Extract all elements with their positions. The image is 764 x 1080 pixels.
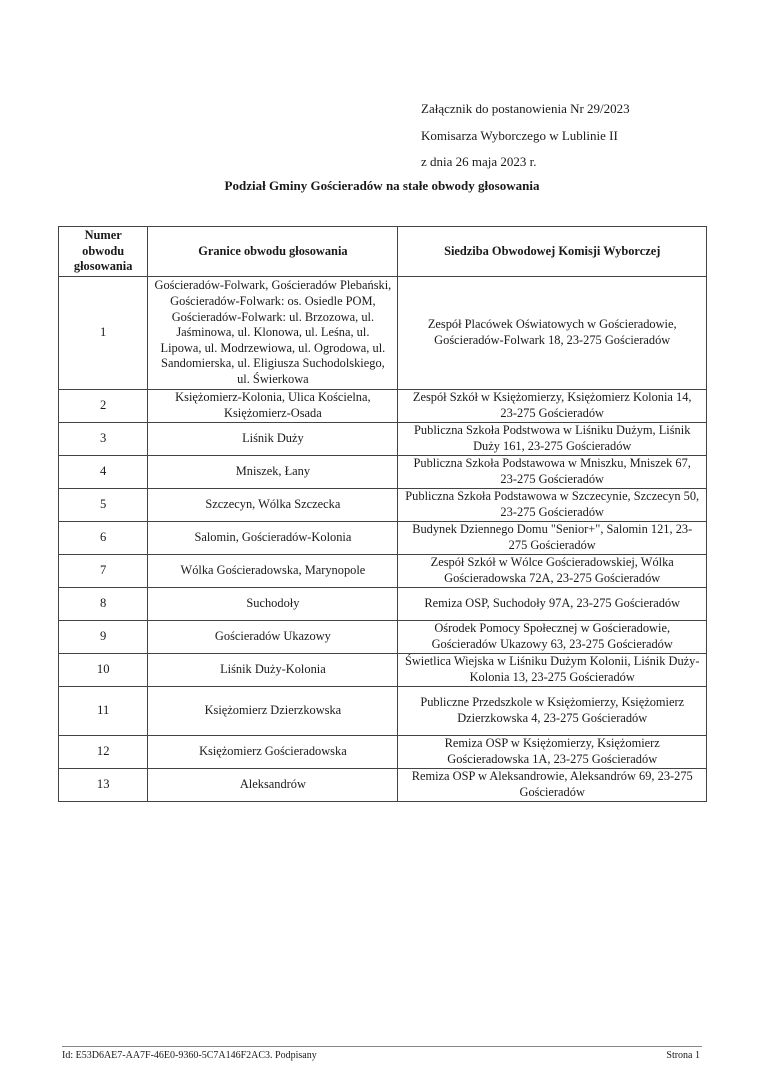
table-header-row <box>59 227 707 277</box>
district-number: 12 <box>59 736 148 769</box>
table-row <box>59 588 707 621</box>
table-row <box>59 489 707 522</box>
header-district-bounds: Granice obwodu głosowania <box>148 227 398 277</box>
header-district-number: Numer obwodu głosowania <box>59 227 148 277</box>
commission-seat: Świetlica Wiejska w Liśniku Dużym Kolonii, Liśnik Duży-Kolonia 13, 23-275 Gościeradów <box>398 654 707 687</box>
footer-divider <box>62 1046 702 1047</box>
annex-header <box>421 96 630 176</box>
district-bounds: Gościeradów Ukazowy <box>148 621 398 654</box>
footer-document-id: Id: E53D6AE7-AA7F-46E0-9360-5C7A146F2AC3. Podpisany <box>62 1050 317 1061</box>
district-number: 4 <box>59 456 148 489</box>
table-row <box>59 555 707 588</box>
district-number: 2 <box>59 390 148 423</box>
commission-seat: Remiza OSP w Aleksandrowie, Aleksandrów 69, 23-275 Gościeradów <box>398 769 707 802</box>
district-bounds: Księżomierz Dzierzkowska <box>148 687 398 736</box>
table-row <box>59 522 707 555</box>
commission-seat: Budynek Dziennego Domu "Senior+", Salomin 121, 23-275 Gościeradów <box>398 522 707 555</box>
district-number: 6 <box>59 522 148 555</box>
document-title: Podział Gminy Gościeradów na stałe obwody głosowania <box>224 178 540 193</box>
table-row <box>59 423 707 456</box>
table-row <box>59 621 707 654</box>
district-bounds: Liśnik Duży-Kolonia <box>148 654 398 687</box>
commission-seat: Zespół Szkół w Wólce Gościeradowskiej, Wólka Gościeradowska 72A, 23-275 Gościeradów <box>398 555 707 588</box>
district-number: 13 <box>59 769 148 802</box>
table-row <box>59 390 707 423</box>
district-bounds: Mniszek, Łany <box>148 456 398 489</box>
commission-seat: Ośrodek Pomocy Społecznej w Gościeradowie, Gościeradów Ukazowy 63, 23-275 Gościeradów <box>398 621 707 654</box>
district-bounds: Szczecyn, Wólka Szczecka <box>148 489 398 522</box>
district-bounds: Księżomierz-Kolonia, Ulica Kościelna, Księżomierz-Osada <box>148 390 398 423</box>
district-number: 3 <box>59 423 148 456</box>
annex-line-date: z dnia 26 maja 2023 r. <box>421 154 537 169</box>
table-row <box>59 687 707 736</box>
annex-line-resolution: Załącznik do postanowienia Nr 29/2023 <box>421 101 630 116</box>
district-bounds: Księżomierz Gościeradowska <box>148 736 398 769</box>
district-bounds: Gościeradów-Folwark, Gościeradów Plebański, Gościeradów-Folwark: os. Osiedle POM, Gościeradów-Folwark: ul. Brzozowa, ul. Jaśminowa, ul. Klonowa, ul. Leśna, ul. Lipowa, ul. Modrzewiowa, ul. Ogrodowa, ul. Sandomierska, ul. Eligiusza Suchodolskiego, ul. Świerkowa <box>148 277 398 390</box>
table-row <box>59 736 707 769</box>
district-number: 8 <box>59 588 148 621</box>
district-bounds: Suchodoły <box>148 588 398 621</box>
district-number: 10 <box>59 654 148 687</box>
commission-seat: Publiczne Przedszkole w Księżomierzy, Księżomierz Dzierzkowska 4, 23-275 Gościeradów <box>398 687 707 736</box>
footer-page-number: Strona 1 <box>666 1050 700 1061</box>
annex-line-commissioner: Komisarza Wyborczego w Lublinie II <box>421 127 618 143</box>
commission-seat: Remiza OSP w Księżomierzy, Księżomierz Gościeradowska 1A, 23-275 Gościeradów <box>398 736 707 769</box>
district-number: 1 <box>59 277 148 390</box>
table-row <box>59 456 707 489</box>
commission-seat: Zespół Placówek Oświatowych w Gościeradowie, Gościeradów-Folwark 18, 23-275 Gościeradów <box>398 277 707 390</box>
district-bounds: Wólka Gościeradowska, Marynopole <box>148 555 398 588</box>
commission-seat: Publiczna Szkoła Podstawowa w Szczecynie, Szczecyn 50, 23-275 Gościeradów <box>398 489 707 522</box>
district-number: 11 <box>59 687 148 736</box>
commission-seat: Publiczna Szkoła Podstawowa w Mniszku, Mniszek 67, 23-275 Gościeradów <box>398 456 707 489</box>
voting-districts-table <box>58 226 707 802</box>
district-bounds: Liśnik Duży <box>148 423 398 456</box>
district-number: 5 <box>59 489 148 522</box>
district-number: 9 <box>59 621 148 654</box>
table-row <box>59 769 707 802</box>
header-commission-seat: Siedziba Obwodowej Komisji Wyborczej <box>398 227 707 277</box>
table-row <box>59 277 707 390</box>
commission-seat: Publiczna Szkoła Podstwowa w Liśniku Dużym, Liśnik Duży 161, 23-275 Gościeradów <box>398 423 707 456</box>
district-number: 7 <box>59 555 148 588</box>
table-row <box>59 654 707 687</box>
commission-seat: Zespół Szkół w Księżomierzy, Księżomierz Kolonia 14, 23-275 Gościeradów <box>398 390 707 423</box>
district-bounds: Salomin, Gościeradów-Kolonia <box>148 522 398 555</box>
district-bounds: Aleksandrów <box>148 769 398 802</box>
commission-seat: Remiza OSP, Suchodoły 97A, 23-275 Gościeradów <box>398 588 707 621</box>
